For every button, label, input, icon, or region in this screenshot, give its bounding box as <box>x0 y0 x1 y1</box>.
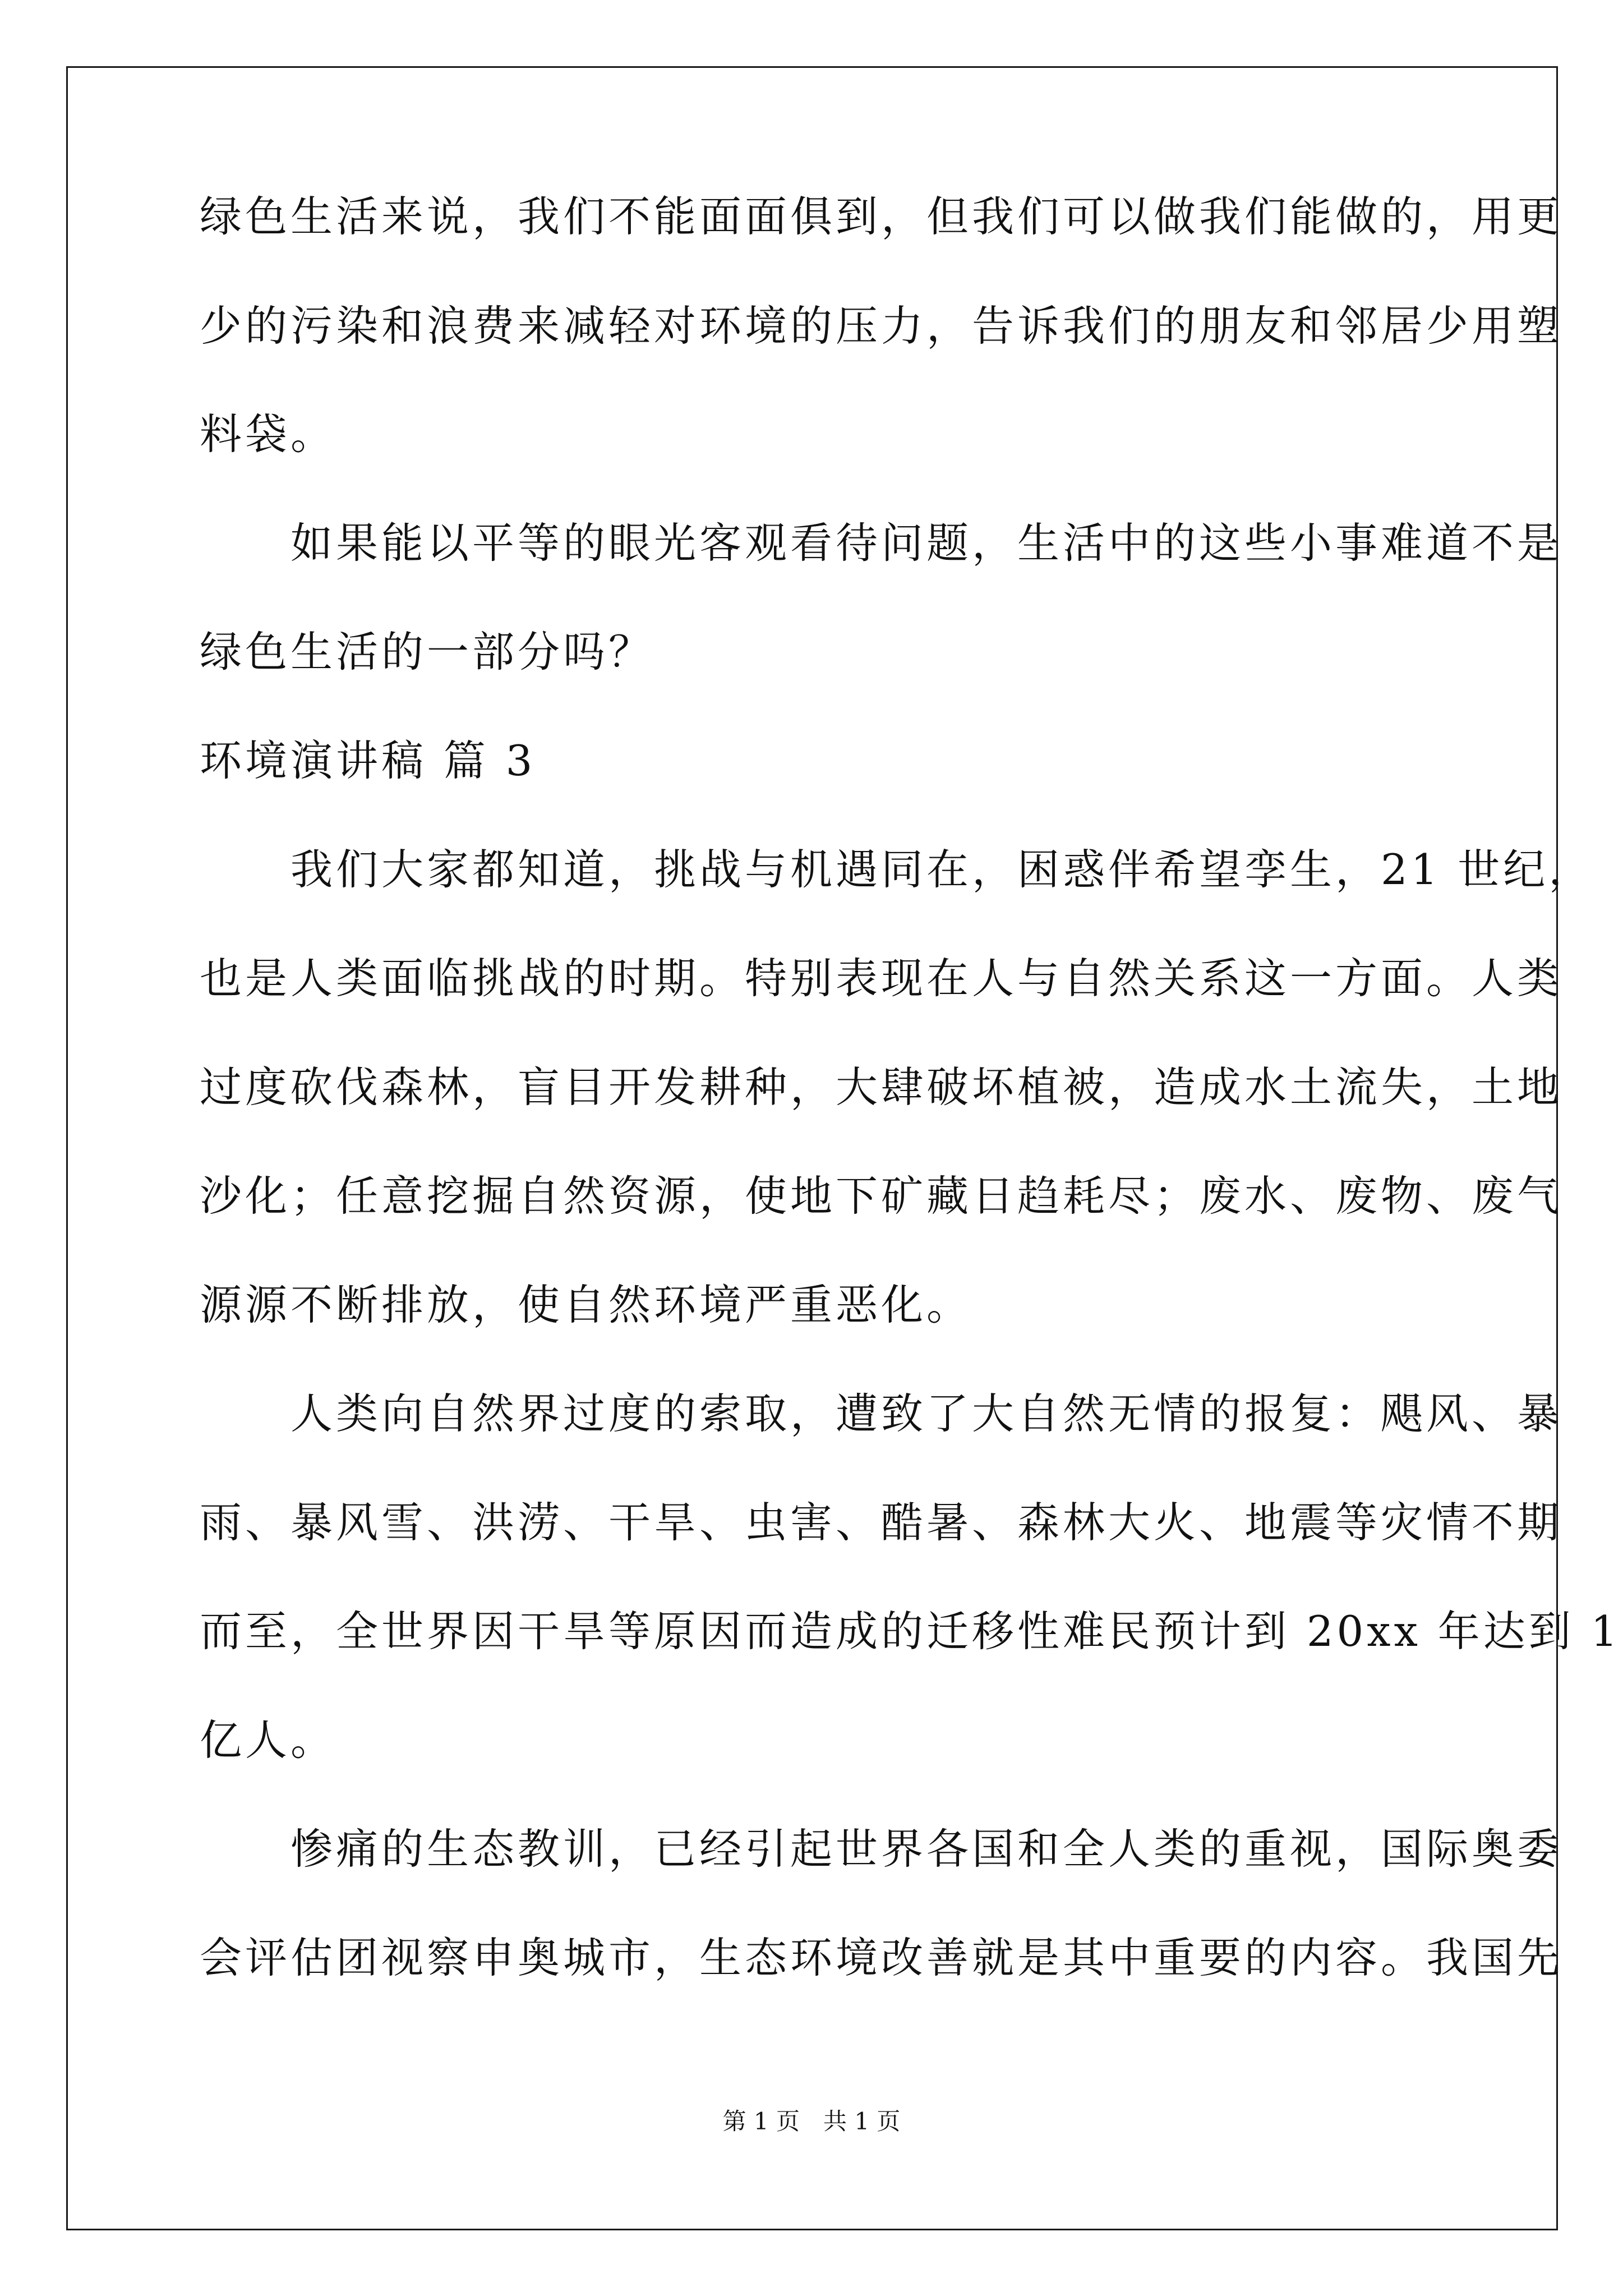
text-line: 也是人类面临挑战的时期。特别表现在人与自然关系这一方面。人类 <box>200 954 1563 1003</box>
text-line: 而至，全世界因干旱等原因而造成的迁移性难民预计到 20xx 年达到 1 <box>200 1607 1621 1656</box>
text-line: 过度砍伐森林，盲目开发耕种，大肆破坏植被，造成水土流失，土地 <box>200 1062 1563 1112</box>
page-footer: 第 1 页 共 1 页 <box>722 2108 901 2135</box>
page-border <box>66 66 1558 2230</box>
text-line: 沙化；任意挖掘自然资源，使地下矿藏日趋耗尽；废水、废物、废气 <box>200 1171 1563 1221</box>
text-line: 雨、暴风雪、洪涝、干旱、虫害、酷暑、森林大火、地震等灾情不期 <box>200 1498 1563 1547</box>
text-line: 少的污染和浪费来减轻对环境的压力，告诉我们的朋友和邻居少用塑 <box>200 301 1563 351</box>
text-line: 会评估团视察申奥城市，生态环境改善就是其中重要的内容。我国先 <box>200 1933 1563 1982</box>
text-line: 绿色生活来说，我们不能面面俱到，但我们可以做我们能做的，用更 <box>200 192 1563 241</box>
text-line: 源源不断排放，使自然环境严重恶化。 <box>200 1280 972 1329</box>
section-heading: 环境演讲稿 篇 3 <box>200 736 536 785</box>
text-line: 我们大家都知道，挑战与机遇同在，困惑伴希望孪生，21 世纪， <box>200 845 1594 894</box>
text-line: 人类向自然界过度的索取，遭致了大自然无情的报复：飓风、暴 <box>200 1389 1563 1438</box>
text-line: 惨痛的生态教训，已经引起世界各国和全人类的重视，国际奥委 <box>200 1824 1563 1874</box>
text-line: 料袋。 <box>200 409 336 459</box>
text-line: 亿人。 <box>200 1715 336 1765</box>
text-line: 如果能以平等的眼光客观看待问题，生活中的这些小事难道不是 <box>200 518 1563 568</box>
text-line: 绿色生活的一部分吗？ <box>200 627 654 677</box>
